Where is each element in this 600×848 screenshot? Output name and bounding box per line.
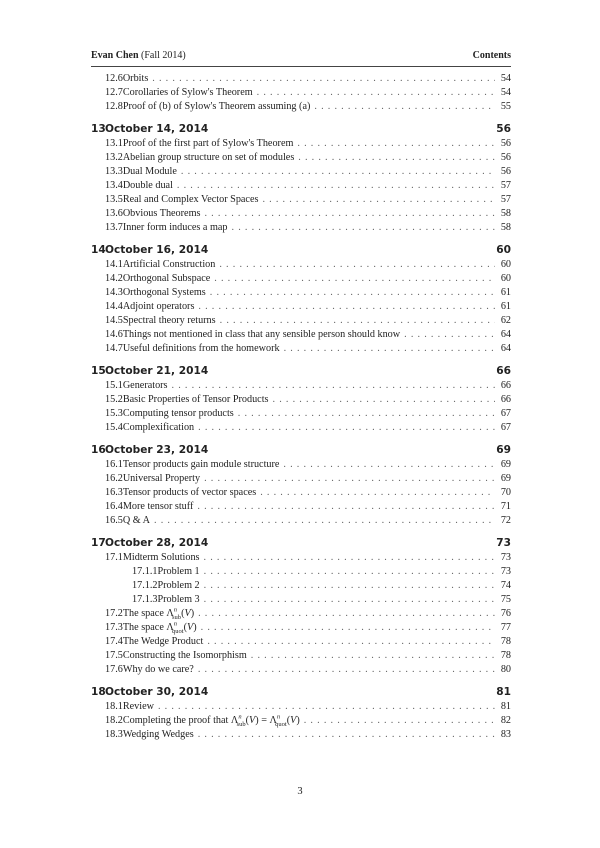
entry-page: 73	[500, 552, 511, 563]
entry-title: Problem 3	[157, 594, 200, 605]
entry-title: Adjoint operators	[122, 301, 195, 312]
entry-page: 75	[500, 594, 511, 605]
dot-leader	[258, 486, 495, 500]
dot-leader	[196, 663, 495, 677]
entry-number: 15.3	[105, 408, 123, 419]
dot-leader	[205, 635, 495, 649]
entry-page: 56	[500, 138, 511, 149]
entry-page: 55	[500, 101, 511, 112]
dot-leader	[302, 714, 495, 728]
dot-leader	[175, 179, 495, 193]
dot-leader	[199, 621, 495, 635]
toc-entry[interactable]	[91, 393, 511, 407]
entry-page: 77	[500, 622, 511, 633]
entry-page: 60	[500, 259, 511, 270]
entry-number: 17.6	[105, 664, 123, 675]
entry-number: 13.3	[105, 166, 123, 177]
dot-leader	[212, 272, 495, 286]
entry-title: Dual Module	[122, 166, 177, 177]
entry-page: 67	[500, 408, 511, 419]
entry-title: Inner form induces a map	[122, 222, 228, 233]
entry-page: 56	[500, 166, 511, 177]
dot-leader	[271, 393, 496, 407]
dot-leader	[196, 300, 495, 314]
dot-leader	[202, 207, 495, 221]
dot-leader	[402, 328, 495, 342]
entry-page: 82	[500, 715, 511, 726]
toc-subentry[interactable]	[91, 579, 511, 593]
entry-page: 67	[500, 422, 511, 433]
chapter-title: October 21, 2014	[105, 365, 209, 377]
entry-page: 62	[500, 315, 511, 326]
chapter-number: 14	[91, 244, 106, 256]
toc-entry[interactable]	[91, 342, 511, 356]
entry-number: 13.7	[105, 222, 123, 233]
header-left	[91, 50, 186, 61]
entry-page: 69	[500, 459, 511, 470]
title-text: The space	[122, 622, 167, 633]
toc-entry[interactable]	[91, 193, 511, 207]
entry-title: Artificial Construction	[122, 259, 216, 270]
entry-page: 81	[500, 701, 511, 712]
toc-entry[interactable]	[91, 486, 511, 500]
entry-number: 17.2	[105, 608, 123, 619]
entry-page: 72	[500, 515, 511, 526]
dot-leader	[196, 728, 495, 742]
toc-entry[interactable]	[91, 407, 511, 421]
chapter-page: 56	[496, 123, 511, 135]
entry-number: 17.1	[105, 552, 123, 563]
toc-subentry[interactable]	[91, 593, 511, 607]
entry-page: 71	[500, 501, 511, 512]
chapter-page: 73	[496, 537, 511, 549]
math-superscript: n	[276, 713, 281, 721]
dot-leader	[202, 593, 495, 607]
entry-number: 17.1.2	[132, 580, 158, 591]
math-superscript: n	[173, 620, 178, 628]
toc-entry[interactable]	[91, 649, 511, 663]
entry-number: 15.2	[105, 394, 123, 405]
entry-title: Why do we care?	[122, 664, 194, 675]
entry-title: Q & A	[122, 515, 150, 526]
entry-number: 18.2	[105, 715, 123, 726]
entry-number: 12.7	[105, 87, 123, 98]
entry-number: 13.1	[105, 138, 123, 149]
title-text: Completing the proof that	[122, 715, 231, 726]
header-section: Contents	[472, 50, 511, 61]
entry-page: 66	[500, 394, 511, 405]
entry-page: 64	[500, 329, 511, 340]
entry-title: Basic Properties of Tensor Products	[122, 394, 269, 405]
entry-number: 16.4	[105, 501, 123, 512]
entry-page: 70	[500, 487, 511, 498]
entry-page: 58	[500, 222, 511, 233]
entry-page: 74	[500, 580, 511, 591]
entry-title-math: The space $\Lambda^n_{quot}(V)$	[122, 620, 197, 636]
toc-entry[interactable]	[91, 421, 511, 435]
entry-number: 13.6	[105, 208, 123, 219]
dot-leader	[202, 551, 495, 565]
chapter-number: 13	[91, 123, 106, 135]
entry-number: 15.1	[105, 380, 123, 391]
entry-number: 13.2	[105, 152, 123, 163]
entry-page: 78	[500, 650, 511, 661]
page-number: 3	[297, 786, 303, 797]
dot-leader	[150, 72, 495, 86]
dot-leader	[196, 421, 495, 435]
math-variable: V	[290, 715, 297, 726]
dot-leader	[196, 607, 495, 621]
entry-page: 83	[500, 729, 511, 740]
dot-leader	[195, 500, 495, 514]
entry-title: The Wedge Product	[122, 636, 204, 647]
entry-number: 14.3	[105, 287, 123, 298]
entry-title: Proof of (b) of Sylow's Theorem assuming (a)	[122, 101, 311, 112]
dot-leader	[295, 137, 495, 151]
entry-page: 61	[500, 301, 511, 312]
toc-entry[interactable]	[91, 458, 511, 472]
equals-sign: =	[258, 715, 270, 726]
entry-title: Problem 2	[157, 580, 200, 591]
entry-title: Generators	[122, 380, 168, 391]
entry-title: Universal Property	[122, 473, 201, 484]
entry-number: 17.4	[105, 636, 123, 647]
toc-entry[interactable]	[91, 635, 511, 649]
math-subscript: quot	[275, 721, 287, 729]
entry-title: Orthogonal Systems	[122, 287, 206, 298]
entry-number: 15.4	[105, 422, 123, 433]
entry-number: 16.5	[105, 515, 123, 526]
entry-title: Wedging Wedges	[122, 729, 194, 740]
entry-number: 12.6	[105, 73, 123, 84]
lambda-symbol: Λ	[269, 715, 277, 726]
toc-entry[interactable]	[91, 151, 511, 165]
entry-title-math: Completing the proof that $\Lambda^n_{sub}(V) = \Lambda^n_{quot}(V)$	[122, 713, 300, 729]
entry-number: 17.3	[105, 622, 123, 633]
entry-page: 56	[500, 152, 511, 163]
toc-entry[interactable]	[91, 286, 511, 300]
chapter-title: October 14, 2014	[105, 123, 209, 135]
entry-title: Abelian group structure on set of modules	[122, 152, 295, 163]
dot-leader	[202, 565, 495, 579]
entry-title: Midterm Solutions	[122, 552, 200, 563]
toc-entry[interactable]	[91, 621, 511, 635]
toc-chapter[interactable]	[91, 243, 511, 258]
entry-title: Double dual	[122, 180, 173, 191]
entry-page: 78	[500, 636, 511, 647]
entry-number: 14.7	[105, 343, 123, 354]
toc-entry[interactable]	[91, 314, 511, 328]
entry-title: Orbits	[122, 73, 149, 84]
table-of-contents	[91, 72, 511, 742]
math-subscript: sub	[236, 721, 246, 729]
entry-page: 57	[500, 180, 511, 191]
dot-leader	[281, 458, 495, 472]
chapter-page: 66	[496, 365, 511, 377]
toc-entry[interactable]	[91, 207, 511, 221]
entry-page: 58	[500, 208, 511, 219]
entry-page: 64	[500, 343, 511, 354]
entry-title: Problem 1	[157, 566, 200, 577]
dot-leader	[179, 165, 495, 179]
toc-chapter[interactable]	[91, 536, 511, 551]
entry-number: 18.1	[105, 701, 123, 712]
entry-title: Orthogonal Subspace	[122, 273, 211, 284]
entry-title: Constructing the Isomorphism	[122, 650, 247, 661]
entry-page: 57	[500, 194, 511, 205]
entry-page: 80	[500, 664, 511, 675]
entry-title: Useful definitions from the homework	[122, 343, 280, 354]
lambda-symbol: Λ	[166, 608, 174, 619]
entry-page: 54	[500, 73, 511, 84]
chapter-number: 15	[91, 365, 106, 377]
running-header	[91, 50, 511, 65]
toc-entry[interactable]	[91, 551, 511, 565]
lambda-symbol: Λ	[230, 715, 239, 726]
toc-subentry[interactable]	[91, 565, 511, 579]
chapter-page: 60	[496, 244, 511, 256]
toc-chapter[interactable]	[91, 364, 511, 379]
dot-leader	[255, 86, 495, 100]
entry-page: 60	[500, 273, 511, 284]
toc-entry[interactable]	[91, 379, 511, 393]
dot-leader	[282, 342, 495, 356]
header-rule	[91, 66, 511, 67]
math-variable: V	[249, 715, 256, 726]
dot-leader	[202, 579, 495, 593]
toc-entry[interactable]	[91, 221, 511, 235]
toc-entry[interactable]	[91, 607, 511, 621]
entry-title: More tensor stuff	[122, 501, 194, 512]
dot-leader	[156, 700, 495, 714]
entry-number: 16.3	[105, 487, 123, 498]
chapter-number: 16	[91, 444, 106, 456]
entry-page: 69	[500, 473, 511, 484]
toc-entry[interactable]	[91, 272, 511, 286]
entry-page: 66	[500, 380, 511, 391]
toc-chapter[interactable]	[91, 122, 511, 137]
entry-number: 14.4	[105, 301, 123, 312]
dot-leader	[249, 649, 495, 663]
header-author: Evan Chen	[91, 50, 139, 61]
dot-leader	[170, 379, 495, 393]
entry-title: Complexification	[122, 422, 195, 433]
chapter-title: October 30, 2014	[105, 686, 209, 698]
title-text: The space	[122, 608, 167, 619]
chapter-title: October 23, 2014	[105, 444, 209, 456]
entry-title: Corollaries of Sylow's Theorem	[122, 87, 253, 98]
toc-entry[interactable]	[91, 714, 511, 728]
entry-number: 13.4	[105, 180, 123, 191]
toc-entry[interactable]	[91, 72, 511, 86]
chapter-page: 81	[496, 686, 511, 698]
chapter-number: 18	[91, 686, 106, 698]
entry-page: 76	[500, 608, 511, 619]
entry-title: Spectral theory returns	[122, 315, 216, 326]
entry-number: 14.6	[105, 329, 123, 340]
entry-number: 16.1	[105, 459, 123, 470]
entry-number: 17.5	[105, 650, 123, 661]
entry-title: Tensor products of vector spaces	[122, 487, 257, 498]
chapter-title: October 16, 2014	[105, 244, 209, 256]
chapter-page: 69	[496, 444, 511, 456]
dot-leader	[152, 514, 495, 528]
entry-title: Proof of the first part of Sylow's Theorem	[122, 138, 294, 149]
math-superscript: n	[238, 713, 242, 721]
toc-entry[interactable]	[91, 179, 511, 193]
dot-leader	[312, 100, 495, 114]
dot-leader	[230, 221, 496, 235]
toc-entry[interactable]	[91, 728, 511, 742]
entry-number: 17.1.1	[132, 566, 158, 577]
toc-chapter[interactable]	[91, 443, 511, 458]
math-subscript: sub	[172, 614, 182, 622]
toc-chapter[interactable]	[91, 685, 511, 700]
toc-entry[interactable]	[91, 472, 511, 486]
toc-entry[interactable]	[91, 663, 511, 677]
entry-title: Real and Complex Vector Spaces	[122, 194, 259, 205]
math-variable: V	[184, 608, 191, 619]
toc-entry[interactable]	[91, 258, 511, 272]
math-superscript: n	[173, 606, 178, 614]
chapter-number: 17	[91, 537, 106, 549]
entry-title: Obvious Theorems	[122, 208, 201, 219]
math-variable: V	[187, 622, 194, 633]
dot-leader	[208, 286, 495, 300]
toc-entry[interactable]	[91, 86, 511, 100]
header-term: (Fall 2014)	[141, 50, 186, 61]
entry-page: 73	[500, 566, 511, 577]
dot-leader	[296, 151, 495, 165]
entry-title-math: The space $\Lambda^n_{sub}(V)$	[122, 606, 195, 622]
dot-leader	[202, 472, 495, 486]
entry-number: 14.2	[105, 273, 123, 284]
entry-number: 17.1.3	[132, 594, 158, 605]
entry-number: 14.5	[105, 315, 123, 326]
entry-page: 54	[500, 87, 511, 98]
entry-title: Review	[122, 701, 154, 712]
toc-entry[interactable]	[91, 165, 511, 179]
entry-number: 12.8	[105, 101, 123, 112]
toc-entry[interactable]	[91, 300, 511, 314]
toc-entry[interactable]	[91, 100, 511, 114]
entry-title: Things not mentioned in class that any sensible person should know	[122, 329, 401, 340]
entry-number: 18.3	[105, 729, 123, 740]
dot-leader	[217, 258, 495, 272]
toc-entry[interactable]	[91, 514, 511, 528]
entry-page: 61	[500, 287, 511, 298]
entry-number: 13.5	[105, 194, 123, 205]
toc-entry[interactable]	[91, 328, 511, 342]
toc-entry[interactable]	[91, 500, 511, 514]
toc-entry[interactable]	[91, 137, 511, 151]
entry-title: Tensor products gain module structure	[122, 459, 280, 470]
dot-leader	[236, 407, 495, 421]
dot-leader	[260, 193, 495, 207]
entry-number: 16.2	[105, 473, 123, 484]
chapter-title: October 28, 2014	[105, 537, 209, 549]
lambda-symbol: Λ	[166, 622, 174, 633]
dot-leader	[218, 314, 495, 328]
entry-number: 14.1	[105, 259, 123, 270]
entry-title: Computing tensor products	[122, 408, 234, 419]
toc-entry[interactable]	[91, 700, 511, 714]
math-subscript: quot	[172, 628, 184, 636]
